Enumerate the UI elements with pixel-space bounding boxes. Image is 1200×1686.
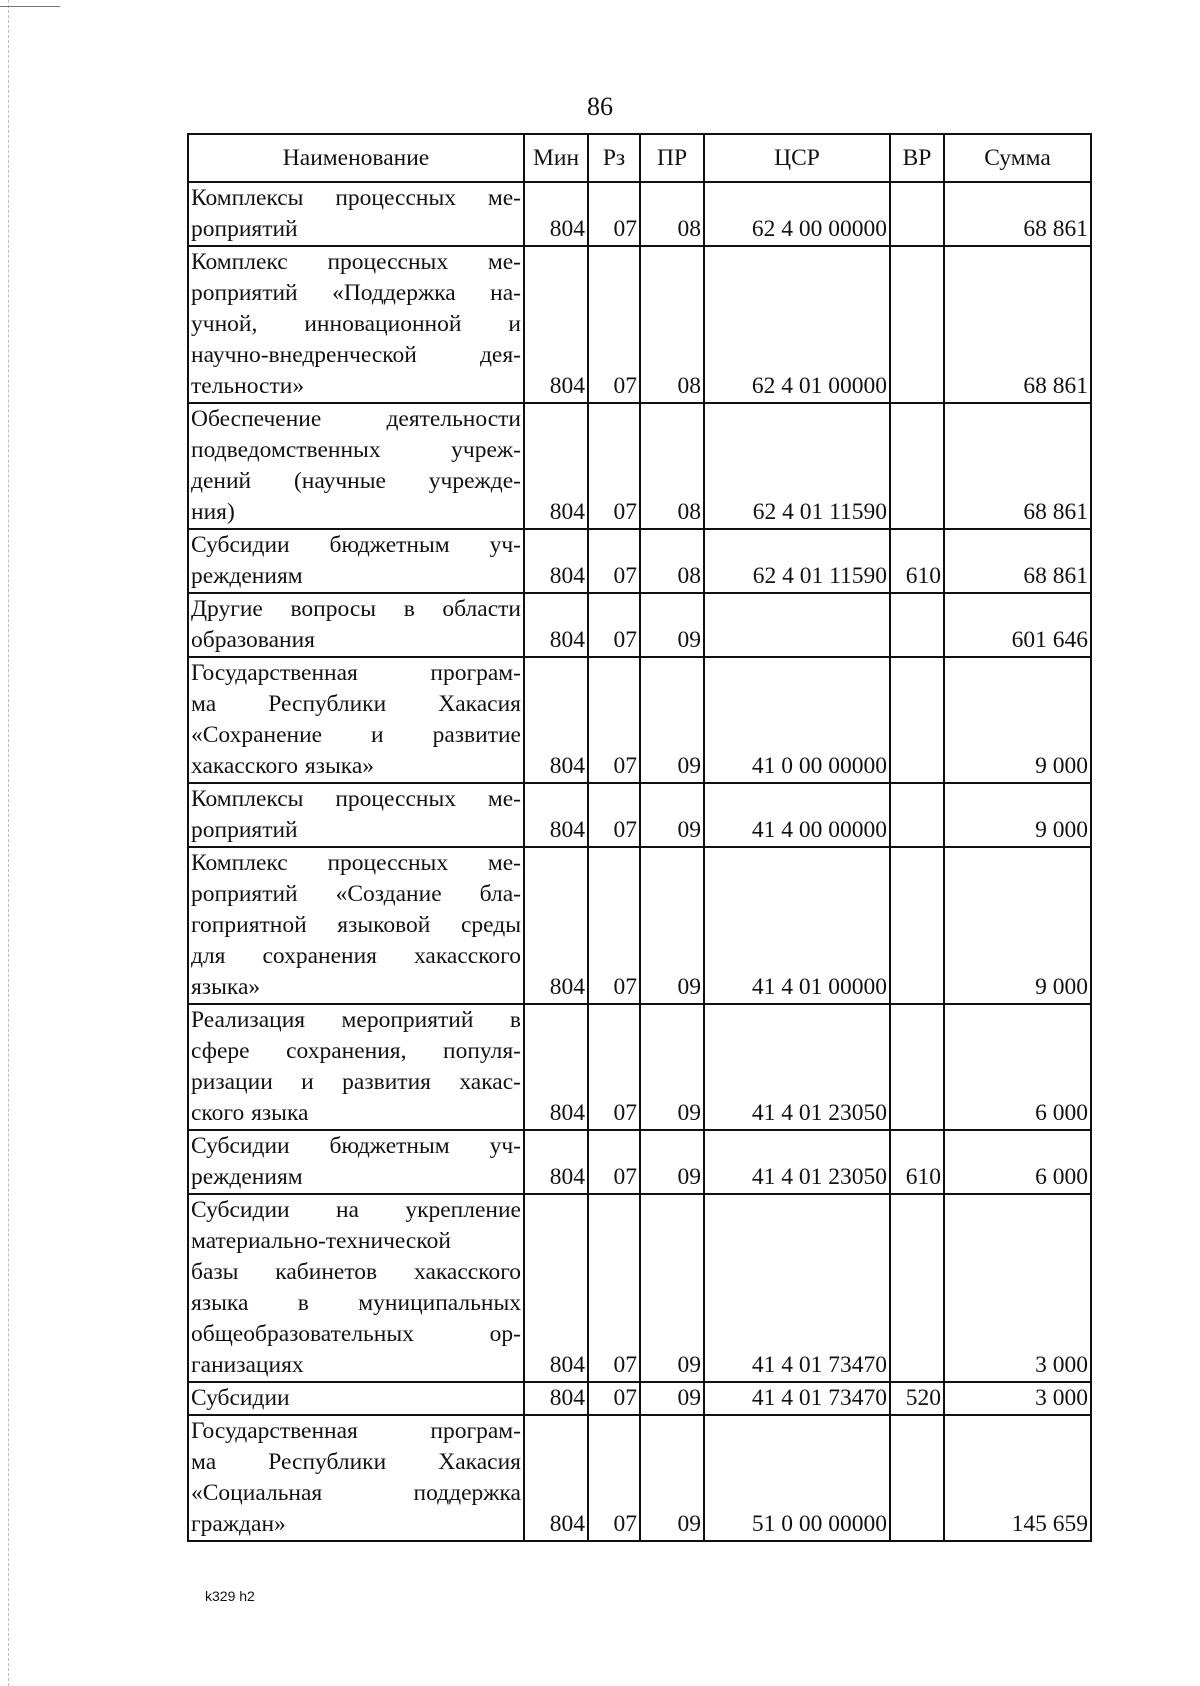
cell-rz: 07 (588, 1382, 640, 1415)
cell-min: 804 (524, 529, 588, 593)
cell-vr: 520 (890, 1382, 944, 1415)
cell-min: 804 (524, 657, 588, 783)
cell-sum: 9 000 (944, 657, 1091, 783)
cell-sum: 68 861 (944, 182, 1091, 246)
cell-sum: 6 000 (944, 1130, 1091, 1194)
cell-name: Субсидии на укрепление материально-технической базы кабинетов хакасского языка в муниципальных общеобразовательных ор- ганизациях (188, 1194, 524, 1382)
cell-rz: 07 (588, 529, 640, 593)
column-header-name: Наименование (188, 134, 524, 182)
table-body (188, 182, 1091, 1541)
cell-sum: 68 861 (944, 403, 1091, 529)
cell-rz: 07 (588, 783, 640, 847)
table-row (188, 657, 1091, 783)
footer-code: k329 h2 (205, 1588, 255, 1604)
cell-name: Комплекс процессных ме- роприятий «Поддержка на- учной, инновационной и научно-внедренческой дея- тельности» (188, 246, 524, 403)
cell-sum: 145 659 (944, 1415, 1091, 1541)
table-row (188, 1382, 1091, 1415)
cell-vr (890, 657, 944, 783)
cell-pr: 08 (640, 182, 704, 246)
cell-min: 804 (524, 783, 588, 847)
cell-pr: 08 (640, 529, 704, 593)
cell-csr (704, 593, 890, 657)
cell-rz: 07 (588, 657, 640, 783)
cell-rz: 07 (588, 593, 640, 657)
cell-pr: 09 (640, 1382, 704, 1415)
cell-pr: 09 (640, 1194, 704, 1382)
cell-name: Обеспечение деятельности подведомственных учреж- дений (научные учрежде- ния) (188, 403, 524, 529)
cell-min: 804 (524, 246, 588, 403)
cell-pr: 09 (640, 847, 704, 1004)
cell-csr: 51 0 00 00000 (704, 1415, 890, 1541)
cell-min: 804 (524, 847, 588, 1004)
table-row (188, 1130, 1091, 1194)
cell-name: Комплексы процессных ме- роприятий (188, 783, 524, 847)
page-number: 86 (587, 92, 613, 121)
cell-name: Комплекс процессных ме- роприятий «Создание бла- гоприятной языковой среды для сохранения хакасского языка» (188, 847, 524, 1004)
cell-vr: 610 (890, 529, 944, 593)
cell-name: Комплексы процессных ме- роприятий (188, 182, 524, 246)
cell-csr: 41 4 01 23050 (704, 1004, 890, 1130)
column-header-rz: Рз (588, 134, 640, 182)
table-row (188, 1194, 1091, 1382)
cell-rz: 07 (588, 1004, 640, 1130)
cell-pr: 09 (640, 1130, 704, 1194)
column-header-min: Мин (524, 134, 588, 182)
cell-vr (890, 783, 944, 847)
cell-rz: 07 (588, 182, 640, 246)
cell-sum: 6 000 (944, 1004, 1091, 1130)
cell-vr (890, 403, 944, 529)
cell-rz: 07 (588, 847, 640, 1004)
cell-csr: 62 4 01 00000 (704, 246, 890, 403)
table-row (188, 1415, 1091, 1541)
table-row (188, 783, 1091, 847)
cell-vr (890, 246, 944, 403)
cell-csr: 41 4 01 73470 (704, 1194, 890, 1382)
cell-vr (890, 182, 944, 246)
cell-name: Субсидии бюджетным уч- реждениям (188, 1130, 524, 1194)
cell-pr: 09 (640, 657, 704, 783)
cell-rz: 07 (588, 1415, 640, 1541)
cell-csr: 41 4 00 00000 (704, 783, 890, 847)
cell-name: Другие вопросы в области образования (188, 593, 524, 657)
cell-csr: 41 4 01 00000 (704, 847, 890, 1004)
cell-vr (890, 1415, 944, 1541)
budget-table (187, 133, 1092, 1542)
cell-pr: 09 (640, 783, 704, 847)
page-edge-line (8, 0, 9, 1686)
table-row (188, 403, 1091, 529)
cell-pr: 09 (640, 1415, 704, 1541)
cell-rz: 07 (588, 403, 640, 529)
column-header-pr: ПР (640, 134, 704, 182)
cell-min: 804 (524, 1004, 588, 1130)
column-header-sum: Сумма (944, 134, 1091, 182)
cell-vr (890, 1004, 944, 1130)
cell-min: 804 (524, 593, 588, 657)
cell-min: 804 (524, 1130, 588, 1194)
cell-pr: 09 (640, 593, 704, 657)
cell-pr: 08 (640, 246, 704, 403)
cell-name: Государственная програм- ма Республики Хакасия «Социальная поддержка граждан» (188, 1415, 524, 1541)
cell-name: Субсидии бюджетным уч- реждениям (188, 529, 524, 593)
table-row (188, 847, 1091, 1004)
cell-rz: 07 (588, 246, 640, 403)
cell-min: 804 (524, 1194, 588, 1382)
cell-sum: 3 000 (944, 1382, 1091, 1415)
cell-pr: 09 (640, 1004, 704, 1130)
cell-name: Субсидии (188, 1382, 524, 1415)
cell-sum: 68 861 (944, 529, 1091, 593)
cell-csr: 62 4 00 00000 (704, 182, 890, 246)
cell-csr: 41 4 01 23050 (704, 1130, 890, 1194)
table-row (188, 529, 1091, 593)
table-row (188, 1004, 1091, 1130)
cell-sum: 9 000 (944, 847, 1091, 1004)
cell-min: 804 (524, 1415, 588, 1541)
table-row (188, 246, 1091, 403)
cell-sum: 3 000 (944, 1194, 1091, 1382)
page-corner-line (0, 6, 60, 7)
cell-csr: 62 4 01 11590 (704, 529, 890, 593)
column-header-vr: ВР (890, 134, 944, 182)
cell-min: 804 (524, 403, 588, 529)
table-header-row (188, 134, 1091, 182)
cell-sum: 9 000 (944, 783, 1091, 847)
cell-pr: 08 (640, 403, 704, 529)
cell-vr (890, 593, 944, 657)
cell-name: Государственная програм- ма Республики Хакасия «Сохранение и развитие хакасского языка» (188, 657, 524, 783)
table-row (188, 182, 1091, 246)
cell-csr: 41 4 01 73470 (704, 1382, 890, 1415)
cell-vr: 610 (890, 1130, 944, 1194)
column-header-csr: ЦСР (704, 134, 890, 182)
cell-csr: 62 4 01 11590 (704, 403, 890, 529)
cell-sum: 601 646 (944, 593, 1091, 657)
cell-vr (890, 1194, 944, 1382)
cell-min: 804 (524, 1382, 588, 1415)
cell-vr (890, 847, 944, 1004)
cell-rz: 07 (588, 1130, 640, 1194)
table-row (188, 593, 1091, 657)
cell-min: 804 (524, 182, 588, 246)
cell-sum: 68 861 (944, 246, 1091, 403)
cell-name: Реализация мероприятий в сфере сохранения, популя- ризации и развития хакас- ского языка (188, 1004, 524, 1130)
cell-rz: 07 (588, 1194, 640, 1382)
cell-csr: 41 0 00 00000 (704, 657, 890, 783)
